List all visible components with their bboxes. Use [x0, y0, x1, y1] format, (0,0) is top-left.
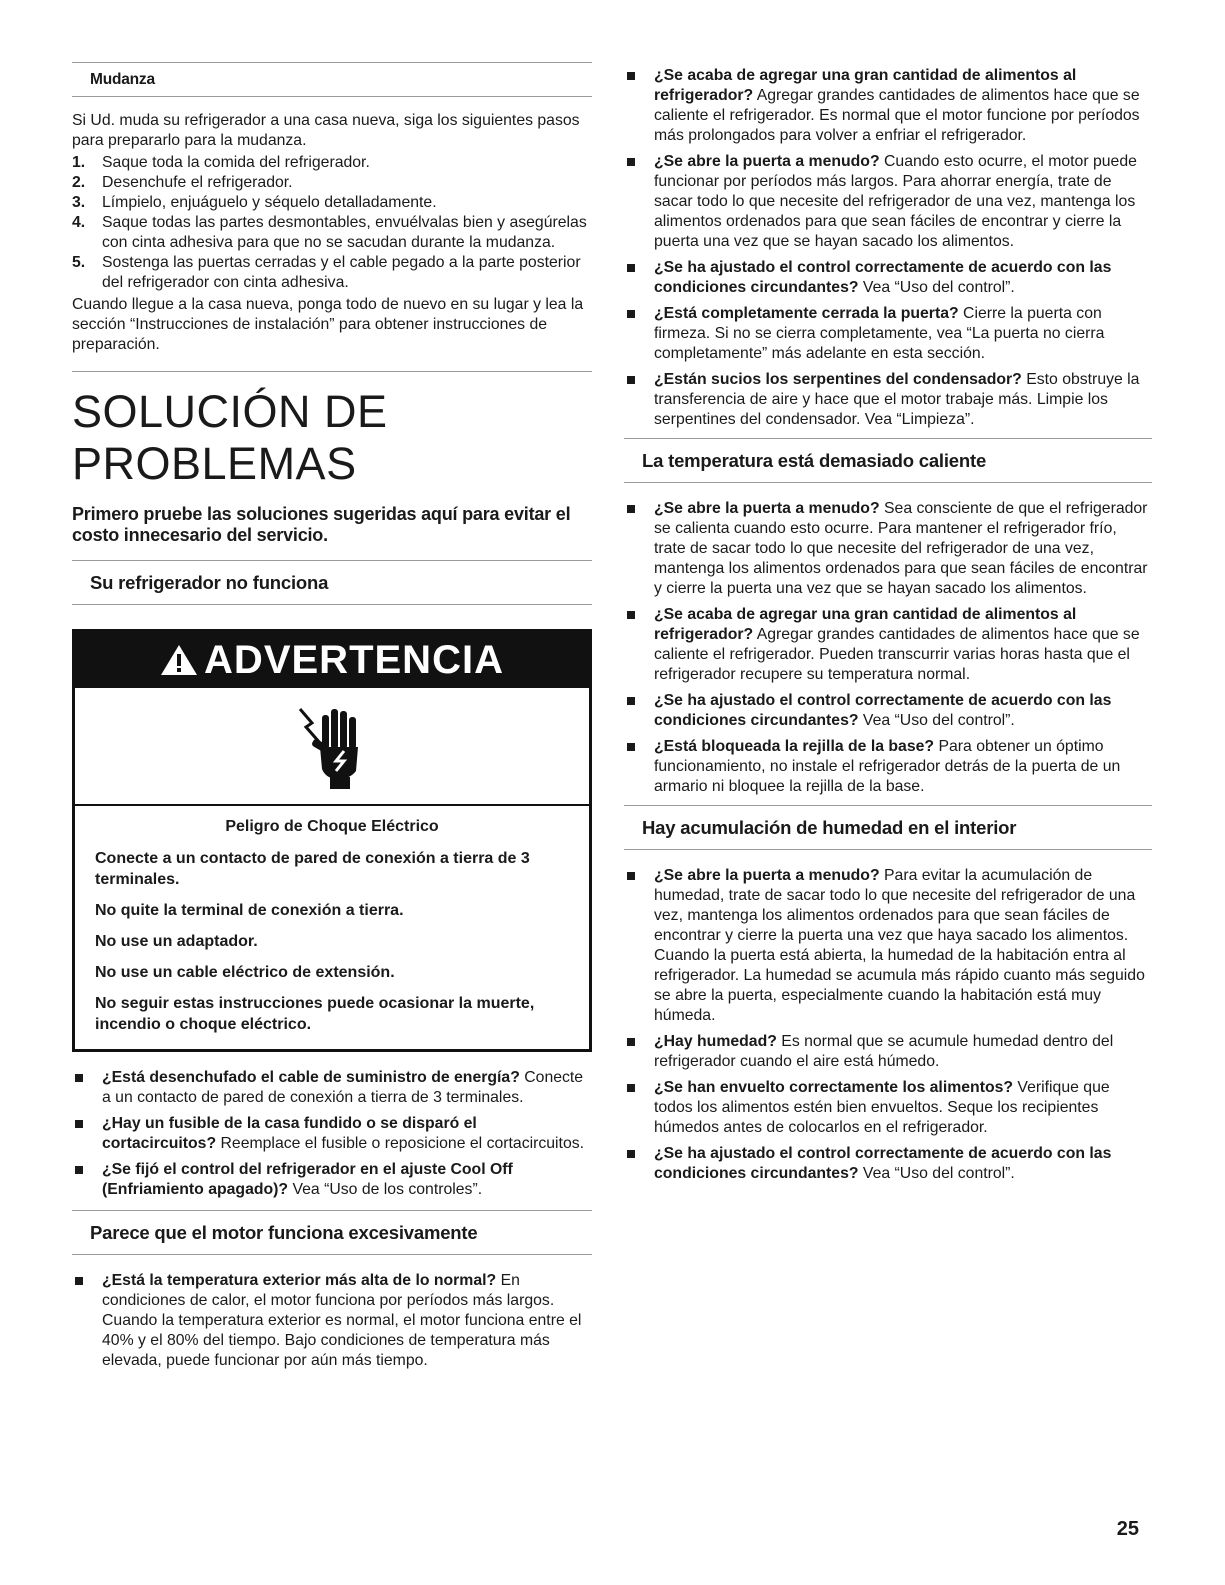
warning-line: No quite la terminal de conexión a tierra. [95, 902, 404, 919]
list-item: ¿Se acaba de agregar una gran cantidad de alimentos al refrigerador? Agregar grandes cantidades de alimentos hace que se caliente el refrigerador. Pueden transcurrir varias horas hasta que el refrigerador recupere su temperatura normal. [624, 605, 1152, 685]
list-item: ¿Se ha ajustado el control correctamente de acuerdo con las condiciones circundantes? Vea “Uso del control”. [624, 691, 1152, 731]
divider [72, 371, 592, 372]
motor-list [72, 1271, 592, 1371]
list-item: ¿Está completamente cerrada la puerta? Cierre la puerta con firmeza. Si no se cierra completamente, vea “La puerta no cierra completamente” más adelante en esta sección. [624, 304, 1152, 364]
list-item: ¿Está bloqueada la rejilla de la base? Para obtener un óptimo funcionamiento, no instale el refrigerador detrás de la puerta de un armario ni bloquee la rejilla de la base. [624, 737, 1152, 797]
right-column [624, 66, 1152, 1190]
list-item: ¿Se abre la puerta a menudo? Cuando esto ocurre, el motor puede funcionar por períodos más largos. Para ahorrar energía, trate de sacar todo lo que necesite del refrigerador de una vez, mantenga los alimentos ordenados para que sean fáciles de encontrar y cierre la puerta una vez que se hayan sacado los alimentos. [624, 152, 1152, 252]
left-column [72, 62, 592, 1377]
warning-box [72, 629, 592, 1052]
list-item: 4. Saque todas las partes desmontables, envuélvalas bien y asegúrelas con cinta adhesiva para que no se sacudan durante la mudanza. [72, 214, 587, 251]
too-warm-list [624, 499, 1152, 797]
spacer [624, 850, 1152, 866]
moving-intro: Si Ud. muda su refrigerador a una casa nueva, siga los siguientes pasos para prepararlo para la mudanza. [72, 112, 580, 149]
spacer [72, 1052, 592, 1068]
subheading: Primero pruebe las soluciones sugeridas aquí para evitar el costo innecesario del servicio. [72, 504, 571, 545]
list-item: 3. Límpielo, enjuáguelo y séquelo detalladamente. [72, 194, 437, 211]
list-item: ¿Hay un fusible de la casa fundido o se disparó el cortacircuitos? Reemplace el fusible o reposicione el cortacircuitos. [72, 1114, 592, 1154]
list-item: ¿Está la temperatura exterior más alta de lo normal? En condiciones de calor, el motor funciona por períodos más largos. Cuando la temperatura exterior es normal, el motor funciona entre el 40% y el 80% del tiempo. Bajo condiciones de temperatura más elevada, puede funcionar por aún más tiempo. [72, 1271, 592, 1371]
warning-line: No use un cable eléctrico de extensión. [95, 964, 395, 981]
not-working-list [72, 1068, 592, 1200]
hazard-title: Peligro de Choque Eléctrico [225, 818, 439, 835]
list-item: ¿Se abre la puerta a menudo? Para evitar la acumulación de humedad, trate de sacar todo lo que necesite del refrigerador de una vez, mantenga los alimentos ordenados para que sean fáciles de encontrar y cierre la puerta una vez que haya sacado los alimentos. Cuando la puerta está abierta, la humedad de la habitación entra al refrigerador. La humedad se acumula más rápido cuanto más seguido se abre la puerta, especialmente cuando la habitación está muy húmeda. [624, 866, 1152, 1026]
electric-shock-hand-icon [292, 701, 372, 791]
list-item: ¿Se acaba de agregar una gran cantidad de alimentos al refrigerador? Agregar grandes cantidades de alimentos hace que se caliente el refrigerador. Es normal que el motor funcione por períodos más prolongados para volver a enfriar el refrigerador. [624, 66, 1152, 146]
list-item: ¿Se fijó el control del refrigerador en el ajuste Cool Off (Enfriamiento apagado)? Vea “Uso de los controles”. [72, 1160, 592, 1200]
list-item: ¿Se abre la puerta a menudo? Sea consciente de que el refrigerador se calienta cuando esto ocurre. Para mantener el refrigerador frío, trate de sacar todo lo que necesite del refrigerador de una vez, mantenga los alimentos ordenados para que sean fáciles de encontrar y cierre la puerta una vez que se hayan sacado los alimentos. [624, 499, 1152, 599]
warning-body [75, 806, 589, 1049]
list-item: 1. Saque toda la comida del refrigerador. [72, 154, 370, 171]
list-item: ¿Están sucios los serpentines del condensador? Esto obstruye la transferencia de aire y hace que el motor trabaje más. Limpie los serpentines del condensador. Vea “Limpieza”. [624, 370, 1152, 430]
list-item: ¿Se han envuelto correctamente los alimentos? Verifique que todos los alimentos estén bien envueltos. Seque los recipientes húmedos antes de colocarlos en el refrigerador. [624, 1078, 1152, 1138]
list-item: ¿Se ha ajustado el control correctamente de acuerdo con las condiciones circundantes? Vea “Uso del control”. [624, 258, 1152, 298]
moisture-list [624, 866, 1152, 1184]
warning-triangle-icon [160, 643, 198, 677]
spacer [72, 1255, 592, 1271]
list-item: ¿Está desenchufado el cable de suministro de energía? Conecte a un contacto de pared de conexión a tierra de 3 terminales. [72, 1068, 592, 1108]
moving-closing: Cuando llegue a la casa nueva, ponga todo de nuevo en su lugar y lea la sección “Instrucciones de instalación” para obtener instrucciones de preparación. [72, 296, 584, 353]
section-title-moving: Mudanza [72, 62, 592, 97]
section-title-moisture: Hay acumulación de humedad en el interior [624, 805, 1152, 850]
moving-steps [72, 153, 592, 293]
section-title-motor: Parece que el motor funciona excesivamente [72, 1210, 592, 1255]
warning-image [75, 688, 589, 806]
list-item: ¿Hay humedad? Es normal que se acumule humedad dentro del refrigerador cuando el aire está húmedo. [624, 1032, 1152, 1072]
section-title-too-warm: La temperatura está demasiado caliente [624, 438, 1152, 483]
spacer [624, 483, 1152, 499]
motor-list-continued [624, 66, 1152, 430]
warning-line: Conecte a un contacto de pared de conexión a tierra de 3 terminales. [95, 850, 530, 888]
list-item: 2. Desenchufe el refrigerador. [72, 174, 293, 191]
section-title-not-working: Su refrigerador no funciona [72, 560, 592, 605]
warning-header: ADVERTENCIA [75, 632, 589, 688]
list-item: ¿Se ha ajustado el control correctamente de acuerdo con las condiciones circundantes? Vea “Uso del control”. [624, 1144, 1152, 1184]
warning-line: No seguir estas instrucciones puede ocasionar la muerte, incendio o choque eléctrico. [95, 995, 535, 1033]
page-number: 25 [1116, 1518, 1139, 1540]
page-title: SOLUCIÓN DE PROBLEMAS [72, 386, 388, 489]
warning-line: No use un adaptador. [95, 933, 258, 950]
list-item: 5. Sostenga las puertas cerradas y el cable pegado a la parte posterior del refrigerador con cinta adhesiva. [72, 254, 581, 291]
